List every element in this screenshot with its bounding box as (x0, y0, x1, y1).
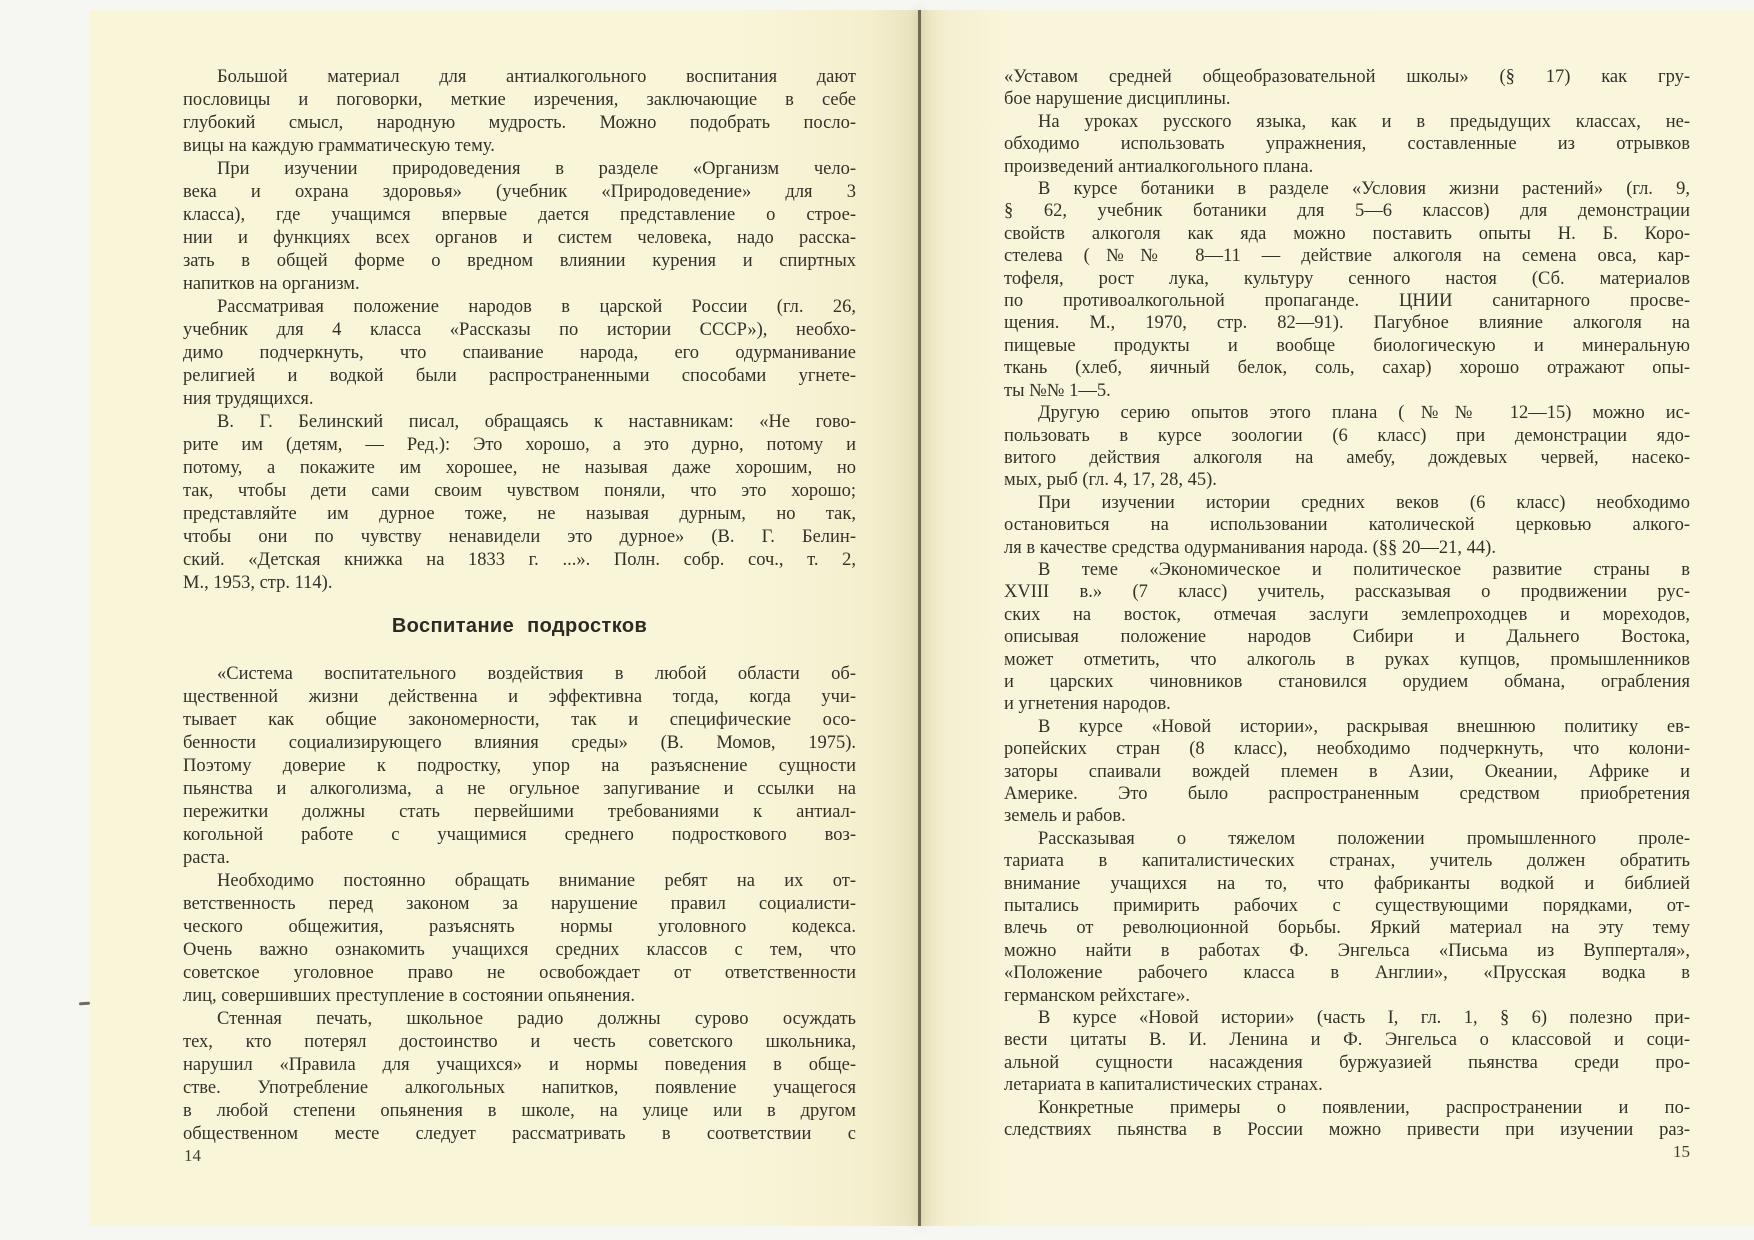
text-line: и угнетения народов. (1004, 694, 1171, 715)
text-line: мых, рыб (гл. 4, 17, 28, 45). (1004, 470, 1217, 491)
text-line: чтобы они по чувству ненавидели это дурное» (В. Г. Белин- (183, 527, 856, 547)
text-line: На уроках русского языка, как и в предыдущих классах, не- (1038, 111, 1690, 132)
text-line: класса), где учащимся впервые дается представление о строе- (183, 205, 856, 225)
text-line: когольной работе с учащимися среднего подросткового воз- (183, 825, 856, 845)
text-line: лиц, совершивших преступление в состоянии опьянения. (183, 986, 636, 1006)
text-line: ческого общежития, разъяснять нормы уголовного кодекса. (183, 917, 856, 937)
text-line: щественной жизни действенна и эффективна тогда, когда учи- (183, 687, 856, 707)
left-text-lower (183, 663, 856, 1146)
text-line: Рассказывая о тяжелом положении промышленного проле- (1038, 828, 1690, 849)
text-line: В курсе «Новой истории» (часть I, гл. 1, § 6) полезно при- (1038, 1008, 1690, 1029)
text-line: XVIII в.» (7 класс) учитель, рассказывая о продвижении рус- (1004, 582, 1690, 603)
text-line: произведений антиалкогольного плана. (1004, 156, 1314, 177)
text-line: вести цитаты В. И. Ленина и Ф. Энгельса о классовой и соци- (1004, 1030, 1690, 1051)
text-line: потому, а покажите им хорошее, не называя даже хорошим, но (183, 458, 856, 478)
text-line: Большой материал для антиалкогольного воспитания дают (217, 67, 856, 87)
text-line: века и охрана здоровья» (учебник «Природоведение» для 3 (183, 182, 856, 202)
text-line: советское уголовное право не освобождает от ответственности (183, 963, 856, 983)
text-line: стелева (№№ 8—11 — действие алкоголя на семена овса, кар- (1004, 246, 1690, 267)
text-line: свойств алкоголя как яда можно поставить опыты Н. Б. Коро- (1004, 223, 1690, 244)
text-line: ткань (хлеб, яичный белок, соль, сахар) хорошо отражают опы- (1004, 358, 1690, 379)
text-line: зать в общей форме о вредном влиянии курения и спиртных (183, 251, 856, 271)
text-line: бое нарушение дисциплины. (1004, 89, 1231, 110)
text-line: В теме «Экономическое и политическое развитие страны в (1038, 559, 1690, 580)
text-line: Америке. Это было распространенным средством приобретения (1004, 784, 1690, 804)
right-text-column (1004, 66, 1690, 1142)
text-line: в любой степени опьянения в школе, на улице или в другом (183, 1101, 856, 1121)
text-line: тофеля, рост лука, культуру сенного настоя (Сб. материалов (1004, 268, 1690, 289)
text-line: можно найти в работах Ф. Энгельса «Письма из Вупперталя», (1004, 940, 1690, 961)
text-line: нии и функциях всех органов и систем человека, надо расска- (183, 228, 856, 248)
text-line: ветственность перед законом за нарушение правил социалисти- (183, 894, 856, 914)
text-line: В. Г. Белинский писал, обращаясь к наставникам: «Не гово- (217, 412, 856, 432)
text-line: Рассматривая положение народов в царской России (гл. 26, (217, 297, 856, 317)
text-line: ля в качестве средства одурманивания народа. (§§ 20—21, 44). (1004, 537, 1496, 558)
text-line: ских на восток, отмечая заслуги землепроходцев и мореходов, (1004, 604, 1690, 625)
text-line: тариата в капиталистических странах, учитель должен обратить (1004, 851, 1690, 872)
text-line: влечь от революционной борьбы. Яркий материал на эту тему (1004, 918, 1690, 939)
text-line: так, чтобы дети сами своим чувством поняли, что это хорошо; (183, 481, 856, 501)
section-heading: Воспитание подростков (391, 615, 648, 637)
text-line: германском рейхстаге». (1004, 985, 1190, 1006)
margin-pencil-mark (79, 1002, 90, 1006)
page-gutter-line (918, 10, 921, 1226)
text-line: Необходимо постоянно обращать внимание ребят на их от- (217, 871, 856, 891)
text-line: представляйте им дурное тоже, не называя дурным, но так, (183, 504, 856, 524)
text-line: Очень важно ознакомить учащихся средних классов с тем, что (183, 940, 856, 960)
text-line: Другую серию опытов этого плана (№№ 12—15) можно ис- (1038, 403, 1690, 424)
text-line: тывает как общие закономерности, так и специфические осо- (183, 710, 856, 730)
text-line: следствиях пьянства в России можно привести при изучении раз- (1004, 1120, 1690, 1141)
text-line: альной сущности насаждения буржуазией пьянства среди про- (1004, 1052, 1690, 1073)
text-line: ский. «Детская книжка на 1833 г. ...». Полн. собр. соч., т. 2, (183, 550, 856, 570)
text-line: «Положение рабочего класса в Англии», «Прусская водка в (1004, 963, 1690, 984)
left-text-upper (183, 66, 856, 595)
text-line: пословицы и поговорки, меткие изречения, заключающие в себе (183, 90, 856, 110)
text-line: «Уставом средней общеобразовательной школы» (§ 17) как гру- (1004, 67, 1690, 87)
text-line: вицы на каждую грамматическую тему. (183, 136, 495, 156)
text-line: бенности социализирующего влияния среды» (В. Момов, 1975). (183, 733, 856, 753)
text-line: по противоалкогольной пропаганде. ЦНИИ санитарного просве- (1004, 291, 1690, 312)
text-line: напитков на организм. (183, 274, 360, 294)
text-line: пищевые продукты и вообще биологическую и минеральную (1004, 335, 1690, 356)
text-line: обходимо использовать упражнения, составленные из отрывков (1004, 134, 1690, 155)
text-line: и царских чиновников становился орудием обмана, ограбления (1004, 671, 1690, 692)
text-line: нарушил «Правила для учащихся» и нормы поведения в обще- (183, 1055, 856, 1075)
text-line: земель и рабов. (1004, 806, 1126, 827)
text-line: религией и водкой были распространенными способами угнете- (183, 366, 856, 386)
text-line: учебник для 4 класса «Рассказы по истории СССР»), необхо- (183, 320, 856, 340)
text-line: М., 1953, стр. 114). (183, 573, 333, 593)
text-line: раста. (183, 848, 230, 868)
text-line: «Система воспитательного воздействия в любой области об- (217, 664, 856, 684)
text-line: пытались примирить рабочих с существующими порядками, от- (1004, 896, 1690, 917)
text-line: ропейских стран (8 класс), необходимо подчеркнуть, что колони- (1004, 739, 1690, 760)
text-line: общественном месте следует рассматривать в соответствии с (183, 1124, 856, 1144)
text-line: глубокий смысл, народную мудрость. Можно подобрать посло- (183, 113, 856, 133)
text-line: остановиться на использовании католической церковью алкого- (1004, 515, 1690, 536)
text-line: тех, кто потерял достоинство и честь советского школьника, (183, 1032, 856, 1052)
left-text-column (183, 66, 856, 1146)
text-line: ты №№ 1—5. (1004, 380, 1111, 401)
text-line: Поэтому доверие к подростку, упор на разъяснение сущности (183, 756, 856, 776)
text-line: описывая положение народов Сибири и Дальнего Востока, (1004, 627, 1690, 648)
text-line: При изучении истории средних веков (6 класс) необходимо (1038, 492, 1690, 513)
text-line: пользовать в курсе зоологии (6 класс) при демонстрации ядо- (1004, 425, 1690, 446)
text-line: димо подчеркнуть, что спаивание народа, его одурманивание (183, 343, 856, 363)
text-line: Стенная печать, школьное радио должны сурово осуждать (217, 1009, 856, 1029)
text-line: витого действия алкоголя на амебу, дождевых червей, насеко- (1004, 447, 1690, 468)
page-number-left: 14 (184, 1146, 201, 1165)
right-text (1004, 66, 1690, 1142)
text-line: пьянства и алкоголизма, а не огульное запугивание и ссылки на (183, 779, 856, 799)
text-line: внимание учащихся на то, что фабриканты водкой и библией (1004, 873, 1690, 894)
text-line: При изучении природоведения в разделе «Организм чело- (217, 159, 856, 179)
page-number-right: 15 (1673, 1142, 1690, 1161)
text-line: В курсе «Новой истории», раскрывая внешнюю политику ев- (1038, 716, 1690, 737)
text-line: рите им (детям, — Ред.): Это хорошо, а это дурно, потому и (183, 435, 856, 455)
text-line: ния трудящихся. (183, 389, 314, 409)
text-line: § 62, учебник ботаники для 5—6 классов) для демонстрации (1004, 201, 1690, 222)
text-line: Конкретные примеры о появлении, распространении и по- (1038, 1097, 1690, 1118)
text-line: В курсе ботаники в разделе «Условия жизни растений» (гл. 9, (1038, 179, 1690, 200)
text-line: щения. М., 1970, стр. 82—91). Пагубное влияние алкоголя на (1004, 313, 1690, 334)
text-line: заторы спаивали вождей племен в Азии, Океании, Африке и (1004, 761, 1690, 782)
text-line: летариата в капиталистических странах. (1004, 1075, 1323, 1096)
text-line: стве. Употребление алкогольных напитков, появление учащегося (183, 1078, 856, 1098)
text-line: может отметить, что алкоголь в руках купцов, промышленников (1004, 649, 1690, 670)
text-line: пережитки должны стать первейшими требованиями к антиал- (183, 802, 856, 822)
